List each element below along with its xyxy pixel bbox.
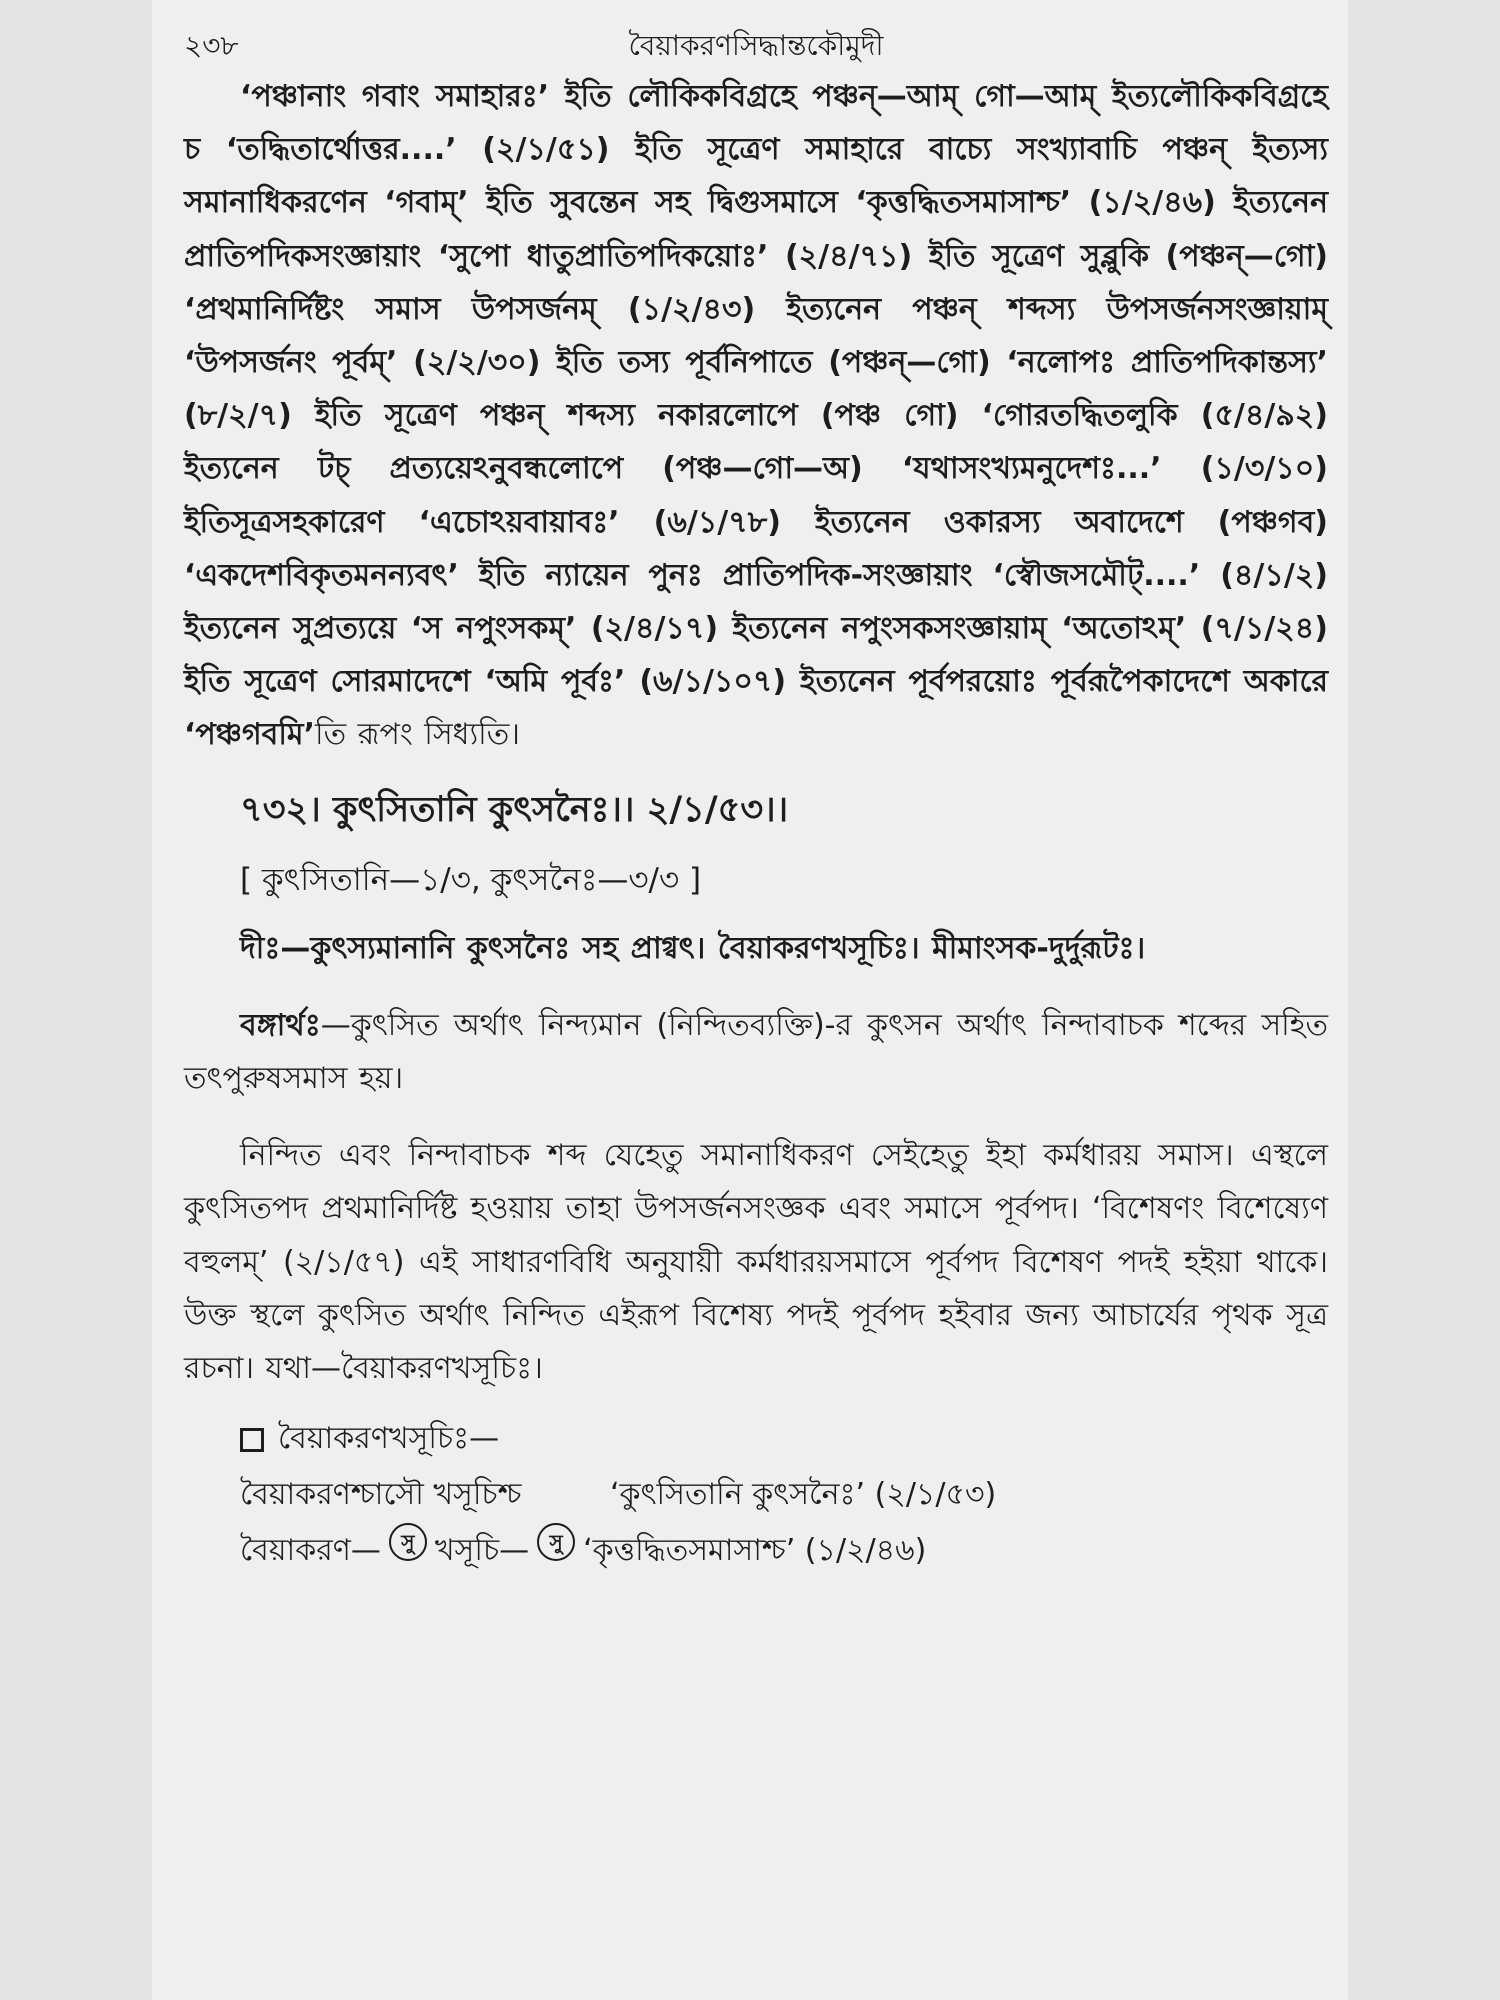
pada-analysis: [ কুৎসিতানি—১/৩, কুৎসনৈঃ—৩/৩ ] — [240, 861, 702, 898]
example-row-1-left: বৈয়াকরণশ্চাসৌ খসূচিশ্চ — [240, 1477, 522, 1513]
right-margin — [1348, 0, 1500, 2000]
bangartha-label: বঙ্গার্থঃ — [240, 1007, 321, 1043]
example-row-1-right: ‘কুৎসিতানি কুৎসনৈঃ’ (২/১/৫৩) — [610, 1477, 997, 1513]
dipika-commentary: দীঃ—কুৎস্যমানানি কুৎসনৈঃ সহ প্রাগ্বৎ। বৈয়াকরণখসূচিঃ। মীমাংসক-দুর্দুরূটঃ। — [240, 930, 1146, 966]
left-margin — [0, 0, 152, 2000]
running-title: বৈয়াকরণসিদ্ধান্তকৌমুদী — [628, 29, 884, 62]
paragraph-derivation — [184, 70, 1328, 762]
bangartha-text: —কুৎসিত অর্থাৎ নিন্দ্যমান (নিন্দিতব্যক্তি)-র কুৎসন অর্থাৎ নিন্দাবাচক শব্দের সহিত তৎপুরুষসমাস হয়। — [184, 1007, 1328, 1097]
sutra-heading: ৭৩২। কুৎসিতানি কুৎসনৈঃ।। ২/১/৫৩।। — [240, 789, 789, 830]
example-row-2-part-b: খসূচি— — [434, 1533, 530, 1569]
paragraph-derivation-text: ‘পঞ্চানাং গবাং সমাহারঃ’ ইতি লৌকিকবিগ্রহে পঞ্চন্—আম্ গো—আম্ ইত্যলৌকিকবিগ্রহে চ ‘তদ্ধিতার্থোত্তর....’ (২/১/৫১) ইতি সূত্রেণ সমাহারে বাচ্যে সংখ্যাবাচি পঞ্চন্ ইত্যস্য সমানাধিকরণেন ‘গবাম্’ ইতি সুবন্তেন সহ দ্বিগুসমাসে ‘কৃত্তদ্ধিতসমাসাশ্চ’ (১/২/৪৬) ইত্যনেন প্রাতিপদিকসংজ্ঞায়াং ‘সুপো ধাতুপ্রাতিপদিকয়োঃ’ (২/৪/৭১) ইতি সূত্রেণ সুব্লুকি (পঞ্চন্—গো) ‘প্রথমানির্দিষ্টং সমাস উপসর্জনম্ (১/২/৪৩) ইত্যনেন পঞ্চন্ শব্দস্য উপসর্জনসংজ্ঞায়াম্ ‘উপসর্জনং পূর্বম্’ (২/২/৩০) ইতি তস্য পূর্বনিপাতে (পঞ্চন্—গো) ‘নলোপঃ প্রাতিপদিকান্তস্য’ (৮/২/৭) ইতি সূত্রেণ পঞ্চন্ শব্দস্য নকারলোপে (পঞ্চ গো) ‘গোরতদ্ধিতলুকি (৫/৪/৯২) ইত্যনেন টচ্ প্রত্যয়েঽনুবন্ধলোপে (পঞ্চ—গো—অ) ‘যথাসংখ্যমনুদেশঃ...’ (১/৩/১০) ইতিসূত্রসহকারেণ ‘এচোঽয়বায়াবঃ’ (৬/১/৭৮) ইত্যনেন ওকারস্য অবাদেশে (পঞ্চগব) ‘একদেশবিকৃতমনন্যবৎ’ ইতি ন্যায়েন পুনঃ প্রাতিপদিক-সংজ্ঞায়াং ‘স্বৌজসমৌট্....’ (৪/১/২) ইত্যনেন সুপ্রত্যয়ে ‘স নপুংসকম্’ (২/৪/১৭) ইত্যনেন নপুংসকসংজ্ঞায়াম্ ‘অতোঽম্’ (৭/১/২৪) ইতি সূত্রেণ সোরমাদেশে ‘অমি পূর্বঃ’ (৬/১/১০৭) ইত্যনেন পূর্বপরয়োঃ পূর্বরূপৈকাদেশে অকারে — [184, 79, 1328, 700]
square-bullet-icon — [240, 1428, 264, 1452]
example-row-2-part-a: বৈয়াকরণ— — [240, 1533, 381, 1569]
example-row-1 — [184, 1467, 1328, 1523]
circled-su-marker: সু — [537, 1523, 575, 1561]
paragraph-derivation-end: তি রূপং সিধ্যতি। — [314, 717, 521, 753]
bangartha-paragraph — [184, 999, 1328, 1105]
circled-su-marker: সু — [389, 1523, 427, 1561]
page-number: ২৩৮ — [184, 29, 239, 62]
example-heading — [184, 1411, 1328, 1467]
explanation-paragraph: নিন্দিত এবং নিন্দাবাচক শব্দ যেহেতু সমানাধিকরণ সেইহেতু ইহা কর্মধারয় সমাস। এস্থলে কুৎসিতপদ প্রথমানির্দিষ্ট হওয়ায় তাহা উপসর্জনসংজ্ঞক এবং সমাসে পূর্বপদ। ‘বিশেষণং বিশেষ্যেণ বহুলম্’ (২/১/৫৭) এই সাধারণবিধি অনুযায়ী কর্মধারয়সমাসে পূর্বপদ বিশেষণ পদই হইয়া থাকে। উক্ত স্থলে কুৎসিত অর্থাৎ নিন্দিত এইরূপ বিশেষ্য পদই পূর্বপদ হইবার জন্য আচার্যের পৃথক সূত্র রচনা। যথা—বৈয়াকরণখসূচিঃ। — [184, 1138, 1328, 1387]
page-header — [184, 24, 1328, 70]
book-page — [152, 0, 1348, 2000]
example-row-2 — [184, 1523, 1328, 1579]
example-heading-text: বৈয়াকরণখসূচিঃ— — [278, 1421, 500, 1457]
derived-form: ‘পঞ্চগবমি’ — [184, 717, 315, 753]
example-row-2-part-c: ‘কৃত্তদ্ধিতসমাসাশ্চ’ (১/২/৪৬) — [583, 1533, 927, 1569]
